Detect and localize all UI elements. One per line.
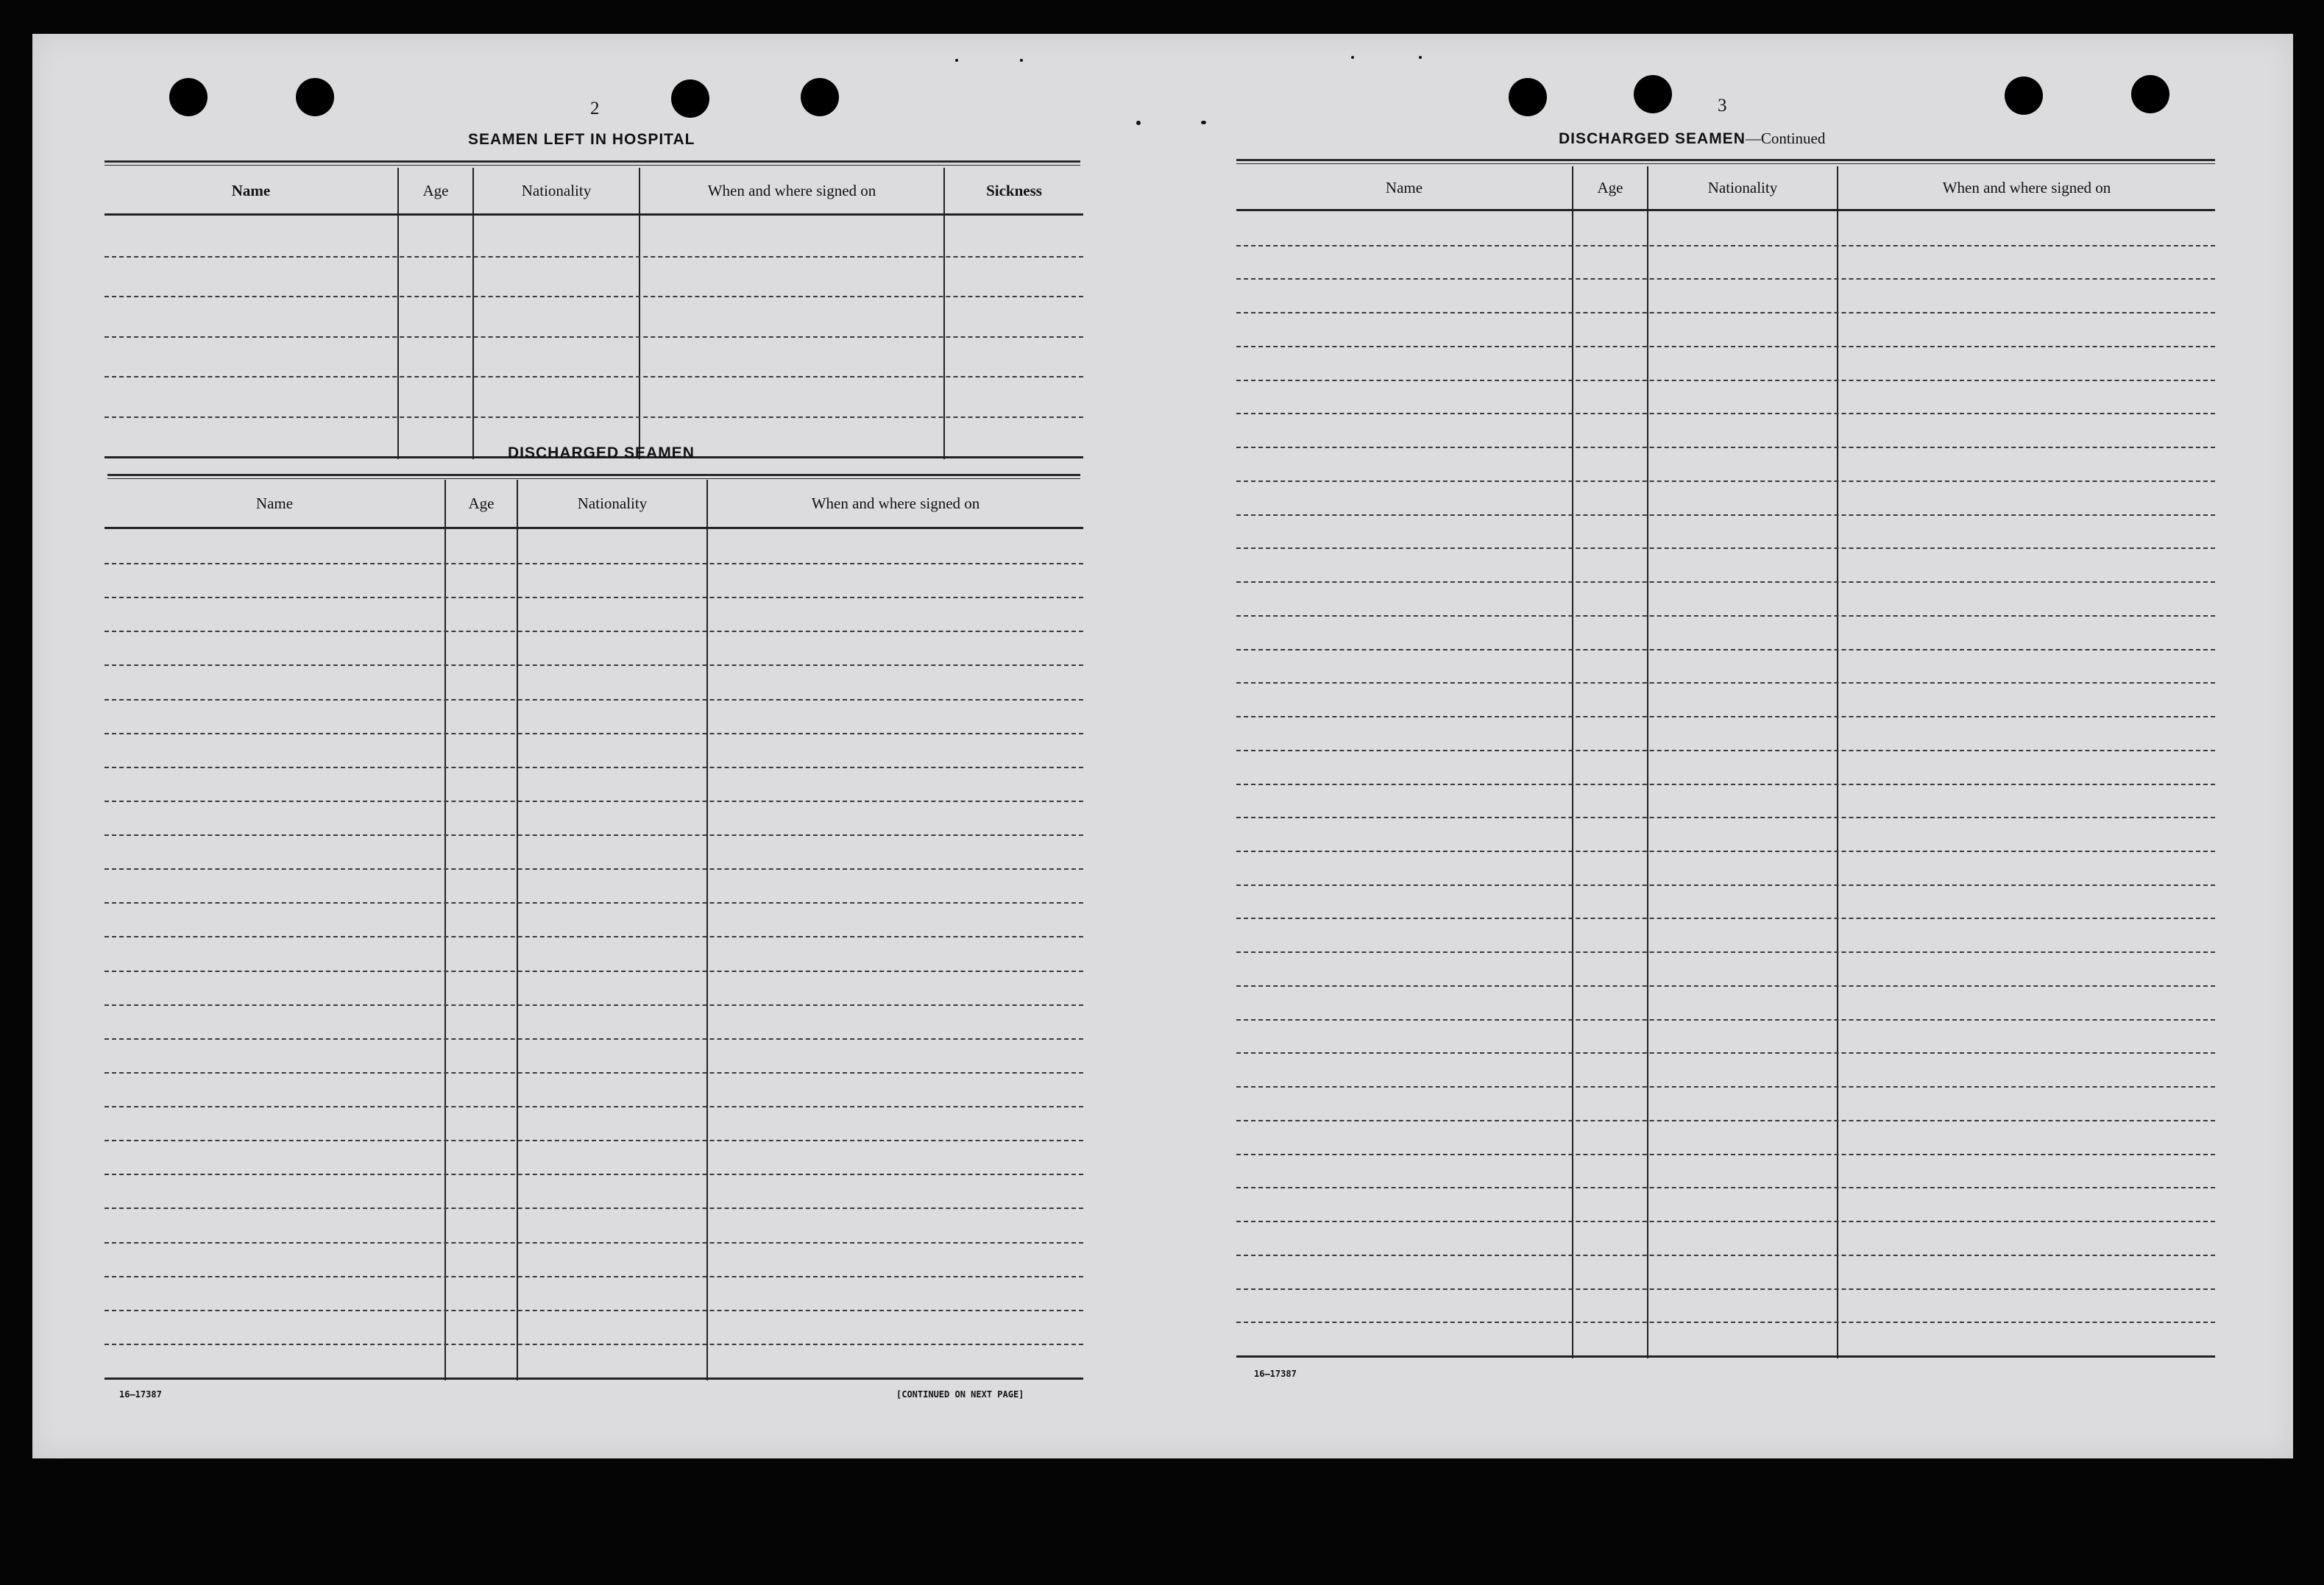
blank-entry-line <box>104 597 1083 598</box>
col-header-age: Age <box>468 494 495 512</box>
blank-entry-line <box>104 1310 1083 1311</box>
blank-entry-line <box>1236 682 2215 684</box>
title-suffix: —Continued <box>1745 130 1826 147</box>
blank-entry-line <box>104 936 1083 937</box>
blank-entry-line <box>104 971 1083 972</box>
blank-entry-line <box>104 664 1083 666</box>
blank-entry-line <box>1236 817 2215 818</box>
discharged-continued-title <box>1559 130 1825 148</box>
blank-entry-line <box>1236 514 2215 516</box>
blank-entry-line <box>1236 312 2215 313</box>
blank-entry-line <box>1236 1019 2215 1021</box>
table-header <box>104 168 1083 216</box>
table-bottom-rule <box>1236 1355 2215 1358</box>
blank-entry-line <box>104 336 1083 338</box>
ink-speck <box>1020 59 1023 62</box>
hospital-section-title: SEAMEN LEFT IN HOSPITAL <box>468 131 695 148</box>
page-number-left: 2 <box>590 99 600 118</box>
blank-entry-line <box>104 834 1083 836</box>
ink-speck <box>1351 56 1354 59</box>
ledger-sheet <box>32 34 2293 1458</box>
blank-entry-line <box>1236 1288 2215 1290</box>
col-header-signed-on: When and where signed on <box>707 181 876 199</box>
blank-entry-line <box>104 256 1083 258</box>
section-rule <box>104 165 1080 166</box>
column-divider <box>397 168 399 459</box>
col-header-nationality: Nationality <box>1707 178 1778 196</box>
punch-hole <box>169 78 208 116</box>
blank-entry-line <box>104 801 1083 802</box>
ink-speck <box>955 59 958 62</box>
section-rule <box>107 478 1080 479</box>
blank-entry-line <box>1236 1322 2215 1323</box>
blank-entry-line <box>1236 1154 2215 1155</box>
blank-entry-line <box>104 1106 1083 1107</box>
blank-entry-line <box>104 1276 1083 1277</box>
section-rule <box>1236 159 2215 161</box>
col-header-age: Age <box>422 181 449 199</box>
ink-speck <box>1201 121 1206 124</box>
continued-note: [CONTINUED ON NEXT PAGE] <box>896 1389 1024 1400</box>
blank-entry-line <box>1236 784 2215 785</box>
column-divider <box>1837 166 1838 1358</box>
blank-entry-line <box>1236 851 2215 852</box>
blank-entry-line <box>104 868 1083 870</box>
col-header-name: Name <box>1385 178 1423 196</box>
blank-entry-line <box>104 296 1083 297</box>
section-rule <box>107 474 1080 476</box>
blank-entry-line <box>1236 1187 2215 1188</box>
blank-entry-line <box>104 1038 1083 1040</box>
blank-entry-line <box>1236 750 2215 751</box>
blank-entry-line <box>104 1344 1083 1345</box>
blank-entry-line <box>104 767 1083 768</box>
blank-entry-line <box>1236 1255 2215 1256</box>
punch-hole <box>1634 75 1672 113</box>
punch-hole <box>671 79 709 118</box>
table-bottom-rule <box>104 1377 1083 1380</box>
blank-entry-line <box>1236 447 2215 448</box>
discharged-continued-table <box>1236 166 2215 1358</box>
table-header <box>1236 166 2215 211</box>
section-rule <box>104 160 1080 163</box>
ink-speck <box>1419 56 1422 59</box>
blank-entry-line <box>104 1208 1083 1209</box>
blank-entry-line <box>1236 1221 2215 1222</box>
column-divider <box>1647 166 1648 1358</box>
column-divider <box>706 480 708 1380</box>
blank-entry-line <box>1236 380 2215 381</box>
hospital-table <box>104 168 1083 459</box>
section-rule <box>1236 163 2215 164</box>
table-header <box>104 480 1083 529</box>
page-number-right: 3 <box>1718 96 1727 116</box>
blank-entry-line <box>1236 1086 2215 1088</box>
blank-entry-line <box>1236 716 2215 717</box>
blank-entry-line <box>104 416 1083 418</box>
blank-entry-line <box>1236 278 2215 280</box>
blank-entry-line <box>1236 951 2215 953</box>
punch-hole <box>1509 78 1547 116</box>
form-number-left: 16—17387 <box>119 1389 162 1400</box>
blank-entry-line <box>1236 918 2215 919</box>
blank-entry-line <box>104 1072 1083 1074</box>
column-divider <box>517 480 518 1380</box>
discharged-table <box>104 480 1083 1380</box>
punch-hole <box>2131 75 2169 113</box>
punch-hole <box>801 78 839 116</box>
title-text: DISCHARGED SEAMEN <box>1559 130 1746 147</box>
blank-entry-line <box>1236 884 2215 886</box>
discharged-section-title: DISCHARGED SEAMEN <box>508 444 695 461</box>
blank-entry-line <box>1236 1120 2215 1121</box>
blank-entry-line <box>1236 413 2215 414</box>
blank-entry-line <box>104 1140 1083 1141</box>
col-header-signed-on: When and where signed on <box>1942 178 2111 196</box>
ink-speck <box>1136 121 1141 125</box>
column-divider <box>1572 166 1573 1358</box>
col-header-nationality: Nationality <box>521 181 592 199</box>
col-header-sickness: Sickness <box>986 181 1042 199</box>
blank-entry-line <box>104 902 1083 904</box>
blank-entry-line <box>1236 615 2215 617</box>
blank-entry-line <box>104 699 1083 701</box>
col-header-age: Age <box>1597 178 1623 196</box>
col-header-nationality: Nationality <box>577 494 648 512</box>
blank-entry-line <box>104 733 1083 734</box>
blank-entry-line <box>1236 481 2215 482</box>
blank-entry-line <box>1236 649 2215 650</box>
blank-entry-line <box>104 631 1083 632</box>
col-header-name: Name <box>231 181 271 199</box>
punch-hole <box>296 78 334 116</box>
blank-entry-line <box>104 563 1083 564</box>
column-divider <box>943 168 945 459</box>
blank-entry-line <box>1236 1052 2215 1054</box>
blank-entry-line <box>1236 245 2215 247</box>
column-divider <box>472 168 474 459</box>
col-header-signed-on: When and where signed on <box>811 494 980 512</box>
column-divider <box>444 480 446 1380</box>
col-header-name: Name <box>255 494 294 512</box>
blank-entry-line <box>1236 985 2215 987</box>
blank-entry-line <box>104 1242 1083 1244</box>
blank-entry-line <box>1236 346 2215 347</box>
blank-entry-line <box>1236 547 2215 549</box>
punch-hole <box>2005 77 2043 115</box>
form-number-right: 16—17387 <box>1254 1369 1297 1379</box>
blank-entry-line <box>104 1174 1083 1175</box>
blank-entry-line <box>104 1004 1083 1006</box>
column-divider <box>639 168 640 459</box>
blank-entry-line <box>104 376 1083 377</box>
blank-entry-line <box>1236 581 2215 583</box>
